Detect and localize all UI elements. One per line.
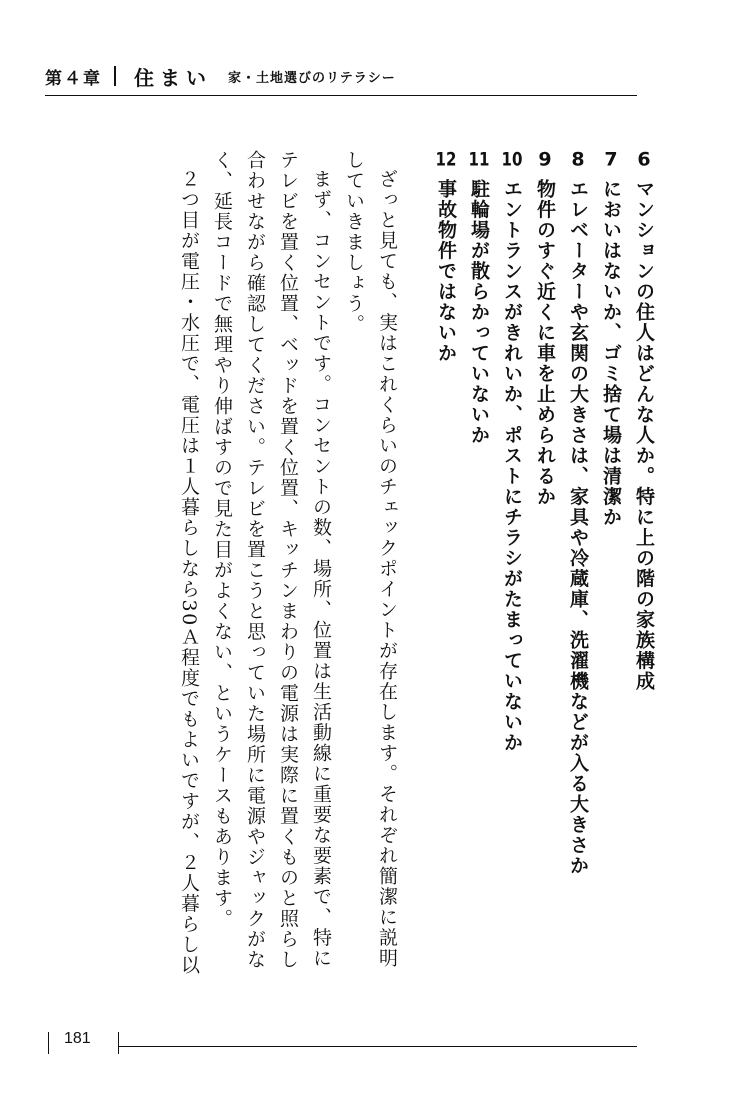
body-paragraph: まず、コンセントです。コンセントの数、場所、位置は生活動線に重要な要素で、特にテレビを置く位置、ベッドを置く位置、キッチンまわりの電源は実際に置くものと照らし合わせながら確認してください。テレビを置こうと思っていた場所に電源やジャックがなく、延長コードで無理やり伸ばすので見た目がよくない、というケースもあります。 [211, 150, 332, 970]
item-number: 8 [571, 150, 585, 169]
item-number: 11 [468, 150, 490, 169]
checklist-item [627, 150, 660, 980]
checklist-item [528, 150, 561, 980]
checklist-item [561, 150, 594, 980]
item-number: 6 [637, 150, 651, 169]
item-text: においはないか、ゴミ捨て場は清潔か [600, 179, 622, 528]
section-gap [403, 150, 429, 980]
item-text: 事故物件ではないか [435, 179, 457, 364]
footer-bar [118, 1032, 119, 1054]
item-text: マンションの住人はどんな人か。特に上の階の家族構成 [633, 179, 655, 692]
checklist-item [594, 150, 627, 980]
checklist-item [462, 150, 495, 980]
header-rule [45, 95, 637, 96]
body-paragraph: ２つ目が電圧・水圧で、電圧は１人暮らしなら30Ａ程度でもよいですが、２人暮らし以 [178, 169, 200, 976]
checklist-item [495, 150, 528, 980]
footer-left-bar [48, 1032, 49, 1054]
page-number: 181 [64, 1030, 91, 1047]
chapter-subtitle: 家・土地選びのリテラシー [228, 70, 396, 86]
item-number: 7 [604, 150, 618, 169]
running-header [45, 58, 637, 94]
item-text: エントランスがきれいか、ポストにチラシがたまっていないか [501, 179, 523, 753]
chapter-title: 住まい [134, 65, 212, 90]
footer-rule [119, 1046, 637, 1047]
item-number: 10 [501, 150, 523, 169]
item-number: 9 [538, 150, 552, 169]
header-separator [114, 66, 116, 86]
item-text: 駐輪場が散らかっていないか [468, 179, 490, 446]
checklist-item [429, 150, 462, 980]
body-paragraph: ざっと見ても、実はこれくらいのチェックポイントが存在します。それぞれ簡潔に説明していきましょう。 [343, 150, 398, 969]
chapter-label: 第４章 [45, 68, 102, 89]
item-number: 12 [435, 150, 457, 169]
item-text: エレベーターや玄関の大きさは、家具や冷蔵庫、洗濯機などが入る大きさか [567, 179, 589, 876]
item-text: 物件のすぐ近くに車を止められるか [534, 179, 556, 507]
vertical-body-text [172, 150, 660, 980]
